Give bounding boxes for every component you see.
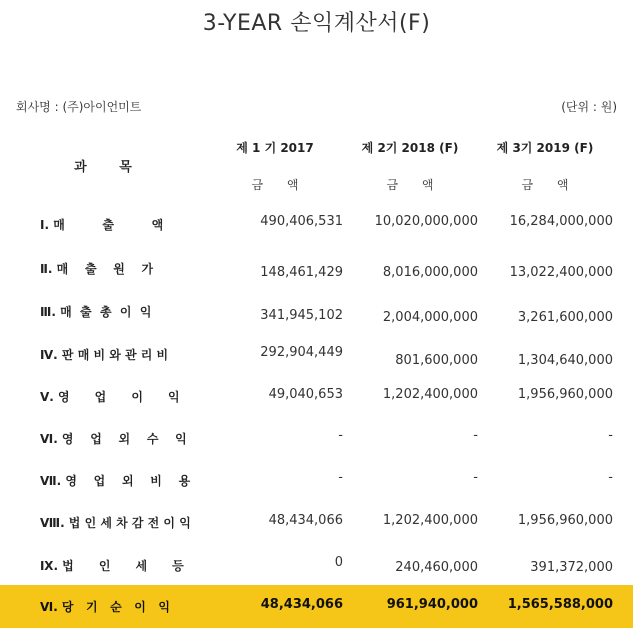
cell-sga-2018: 801,600,000 — [395, 353, 478, 368]
cell-net-2017: 48,434,066 — [260, 597, 343, 612]
cell-sga-2019: 1,304,640,000 — [517, 353, 613, 368]
cell-tax-2018: 240,460,000 — [395, 560, 478, 575]
cell-noi-2018: - — [473, 428, 478, 443]
row-label-gross-profit: Ⅲ. 매 출 총 이 익 — [40, 305, 152, 319]
cell-tax-2017: 0 — [334, 555, 343, 570]
row-label-net-income: Ⅵ. 당 기 순 이 익 — [40, 600, 171, 614]
row-label-cost-of-sales: Ⅱ. 매 출 원 가 — [40, 262, 154, 276]
cell-op-2018: 1,202,400,000 — [382, 387, 478, 402]
row-label-non-operating-income: Ⅵ. 영 업 외 수 익 — [40, 432, 187, 446]
cell-noe-2019: - — [608, 470, 613, 485]
row-label-income-tax: Ⅸ. 법 인 세 등 — [40, 559, 184, 573]
cell-gross-2018: 2,004,000,000 — [382, 310, 478, 325]
row-label-non-operating-expense: Ⅶ. 영 업 외 비 용 — [40, 474, 191, 488]
cell-sales-2018: 10,020,000,000 — [374, 214, 478, 229]
cell-sales-2017: 490,406,531 — [260, 214, 343, 229]
cell-sales-2019: 16,284,000,000 — [509, 214, 613, 229]
cell-gross-2017: 341,945,102 — [260, 308, 343, 323]
row-label-sales: Ⅰ. 매 출 액 — [40, 218, 164, 232]
cell-tax-2019: 391,372,000 — [530, 560, 613, 575]
cell-cost-2018: 8,016,000,000 — [382, 265, 478, 280]
page-title: 3-YEAR 손익계산서(F) — [202, 11, 431, 36]
cell-ibt-2019: 1,956,960,000 — [517, 513, 613, 528]
cell-op-2017: 49,040,653 — [268, 387, 343, 402]
column-sub-2019: 금 액 — [521, 178, 579, 192]
row-label-income-before-tax: Ⅷ. 법 인 세 차 감 전 이 익 — [40, 516, 191, 530]
cell-noe-2018: - — [473, 470, 478, 485]
column-header-2017: 제 1 기 2017 — [236, 141, 314, 155]
cell-noe-2017: - — [338, 470, 343, 485]
cell-cost-2019: 13,022,400,000 — [509, 265, 613, 280]
company-name: 회사명 : (주)아이언미트 — [16, 100, 142, 114]
cell-sga-2017: 292,904,449 — [260, 345, 343, 360]
cell-noi-2017: - — [338, 428, 343, 443]
cell-ibt-2017: 48,434,066 — [268, 513, 343, 528]
column-header-2019: 제 3기 2019 (F) — [496, 141, 594, 155]
row-label-operating-income: Ⅴ. 영 업 이 익 — [40, 390, 180, 404]
column-sub-2018: 금 액 — [386, 178, 444, 192]
column-header-2018: 제 2기 2018 (F) — [361, 141, 459, 155]
cell-net-2019: 1,565,588,000 — [507, 597, 613, 612]
unit-label: (단위 : 원) — [561, 100, 617, 114]
cell-ibt-2018: 1,202,400,000 — [382, 513, 478, 528]
net-income-row — [0, 585, 633, 628]
column-sub-2017: 금 액 — [251, 178, 309, 192]
cell-op-2019: 1,956,960,000 — [517, 387, 613, 402]
row-label-sga: Ⅳ. 판 매 비 와 관 리 비 — [40, 348, 169, 362]
cell-noi-2019: - — [608, 428, 613, 443]
cell-cost-2017: 148,461,429 — [260, 265, 343, 280]
cell-gross-2019: 3,261,600,000 — [517, 310, 613, 325]
subject-header: 과 목 — [74, 160, 146, 175]
cell-net-2018: 961,940,000 — [386, 597, 478, 612]
